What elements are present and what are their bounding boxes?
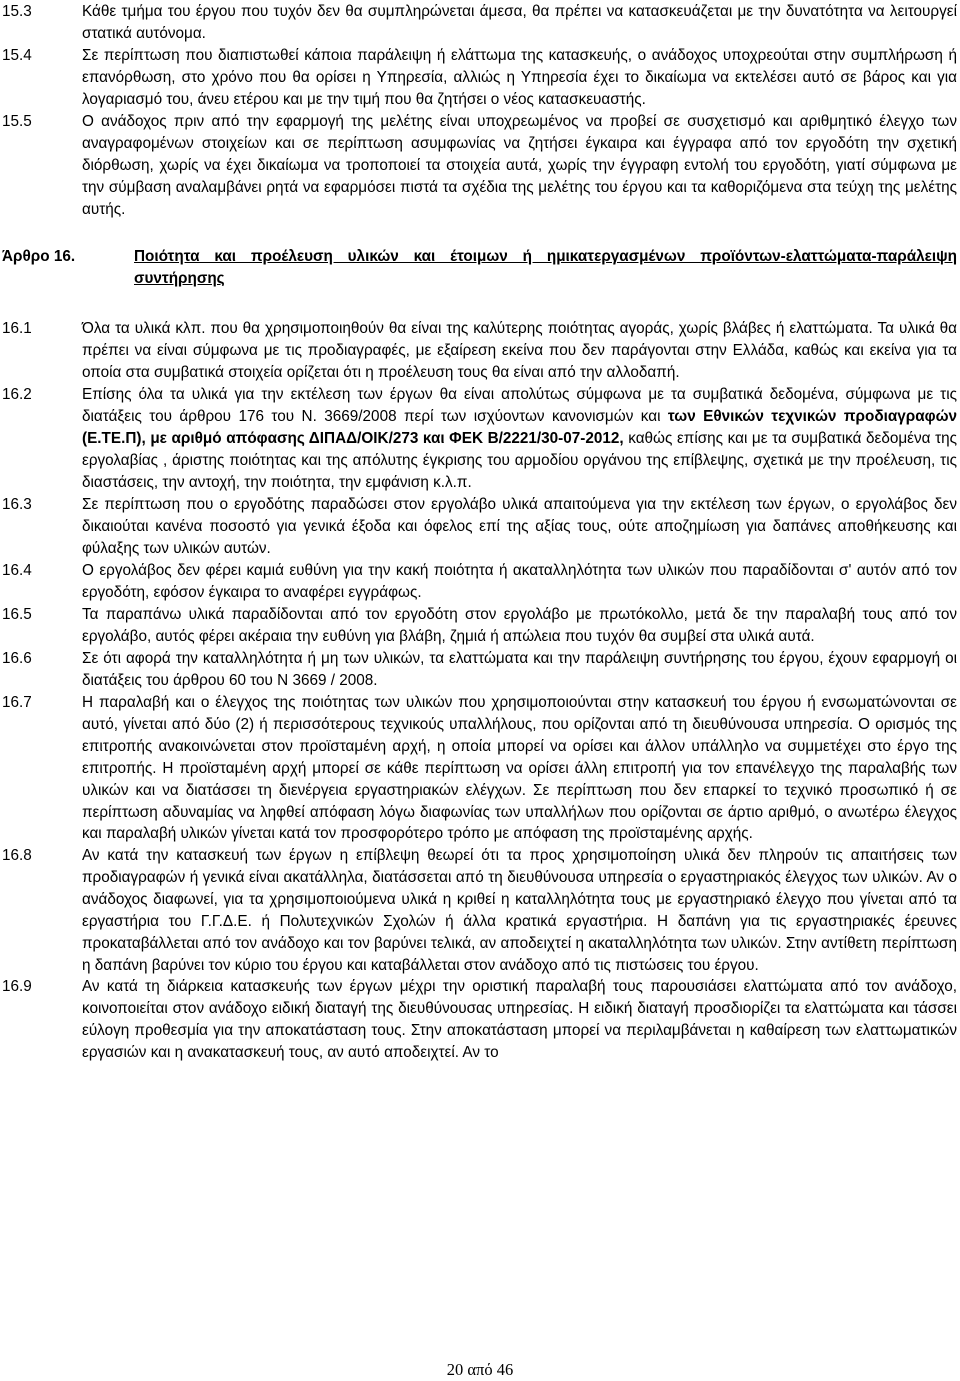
clause-number: 16.7 [2,694,32,711]
clause-text: Κάθε τμήμα του έργου που τυχόν δεν θα συμπληρώνεται άμεσα, θα πρέπει να κατασκευάζεται με την δυνατότητα να λειτουργεί στατικά αυτόνομα. [82,3,957,42]
clause-text: Σε περίπτωση που ο εργοδότης παραδώσει στον εργολάβο υλικά απαιτούμενα για την εκτέλεση των έργων, ο εργολάβος δεν δικαιούται κανένα ποσοστό για γενικά έξοδα και όφελος επί της αξίας τους, ούτε αποζημίωση για δαπάνες αποθήκευσης και φύλαξης των υλικών αυτών. [82,496,957,557]
clause-number: 16.4 [2,562,32,579]
clause-number: 15.5 [2,113,32,130]
clause-text: Σε ότι αφορά την καταλληλότητα ή μη των υλικών, τα ελαττώματα και την παράλειψη συντήρησης του έργου, έχουν εφαρμογή οι διατάξεις του άρθρου 60 του Ν 3669 / 2008. [82,650,957,689]
clause-number: 16.5 [2,606,32,623]
article-label: Άρθρο 16. [2,248,76,265]
clause-number: 16.3 [2,496,32,513]
clause-text-bold: των Εθνικών τεχνικών προδιαγραφών (Ε.ΤΕ.Π), με αριθμό απόφασης ΔΙΠΑΔ/ΟΙΚ/273 και ΦΕΚ Β/2221/30-07-2012, [82,407,957,447]
clause-number: 16.2 [2,386,32,403]
clause-number: 16.9 [2,978,32,995]
clause-text: Σε περίπτωση που διαπιστωθεί κάποια παράλειψη ή ελάττωμα της κατασκευής, ο ανάδοχος υποχρεούται στην συμπλήρωση ή επανόρθωση, στο χρόνο που θα ορίσει η Υπηρεσία, αλλιώς η Υπηρεσία έχει το δικαίωμα να εκτελέσει αυτό σε βάρος και για λογαριασμό του, άνευ ετέρου και με την τιμή που θα ζητήσει ο νέος κατασκευαστής. [82,47,957,108]
clause-text-part: καθώς επίσης και με τα συμβατικά δεδομένα της εργολαβίας , άριστης ποιότητας και της απόλυτης έγκρισης του αρμοδίου οργάνου της επίβλεψης, σχετικά με την προέλευση, τις διαστάσεις, την αντοχή, την ποιότητα, την εμφάνιση κ.λ.π. [82,429,957,491]
clause-text: Η παραλαβή και ο έλεγχος της ποιότητας των υλικών που χρησιμοποιούνται στην κατασκευή του έργου ή ενσωματώνονται σε αυτό, γίνεται από δύο (2) ή περισσότερους τεχνικούς υπαλλήλους, που ορίζονται από τη διευθύνουσα υπηρεσία. Ο ορισμός της επιτροπής ανακοινώνεται στον προϊσταμένη αρχή, η οποία μπορεί να ορίσει και άλλον υπάλληλο να συμμετέχει στο έργο της επιτροπής. Η προϊσταμένη αρχή μπορεί σε κάθε περίπτωση να ορίσει άλλη επιτροπή για τον επανέλεγχο της παραλαβής των υλικών και να διατάσσει τη διενέργεια εργαστηριακών ελέγχων. Σε περίπτωση που δεν επαρκεί το τεχνικό προσωπικό ή σε περίπτωση αδυναμίας να ληφθεί απόφαση λόγω διαφωνίας των υπαλλήλων που ορίζονται σε άρτιο αριθμό, ο ανωτέρω έλεγχος και παραλαβή υλικών γίνεται κατά τον προσφορότερο τρόπο με απόφαση της προϊσταμένης αρχής. [82,694,957,843]
page-number-footer: 20 από 46 [446,1360,514,1379]
clause-number: 16.6 [2,650,32,667]
article-title: Ποιότητα και προέλευση υλικών και έτοιμων ή ημικατεργασμένων προϊόντων-ελαττώματα-παράλειψη συντήρησης [134,248,957,287]
clause-text [82,384,957,494]
clause-text: Τα παραπάνω υλικά παραδίδονται από τον εργοδότη στον εργολάβο με πρωτόκολλο, μετά δε την παραλαβή τους από τον εργολάβο, αυτός φέρει ακέραια την ευθύνη για βλάβη, ζημιά ή απώλεια που τυχόν θα συμβεί στα υλικά αυτά. [82,606,957,645]
clause-text: Αν κατά τη διάρκεια κατασκευής των έργων μέχρι την οριστική παραλαβή τους παρουσιάσει ελαττώματα από τον ανάδοχο, κοινοποιείται στον ανάδοχο ειδική διαταγή της διευθύνουσας υπηρεσίας. Η ειδική διαταγή προσδιορίζει τα ελαττώματα και τάσσει εύλογη προθεσμία για την αποκατάσταση τους. Στην αποκατάσταση μπορεί να περιλαμβάνεται η καθαίρεση των ελαττωματικών εργασιών και η ανακατασκευή τους, αν αυτό αποδειχτεί. Αν το [82,978,957,1061]
clause-text: Αν κατά την κατασκευή των έργων η επίβλεψη θεωρεί ότι τα προς χρησιμοποίηση υλικά δεν πληρούν τις απαιτήσεις των προδιαγραφών ή γενικά είναι ακατάλληλα, διατάσσεται από τη διευθύνουσα υπηρεσία ο εργαστηριακός έλεγχος των υλικών. Αν ο ανάδοχος διαφωνεί, για τα χρησιμοποιούμενα υλικά η κριθεί η καταλληλότητα τους με εργαστηριακό έλεγχο που γίνεται από τα εργαστήρια του Γ.Γ.Δ.Ε. ή Πολυτεχνικών Σχολών ή άλλα κρατικά εργαστήρια. Η δαπάνη για τις εργαστηριακές έρευνες προκαταβάλλεται από τον ανάδοχο και τον βαρύνει τελικά, αν αποδειχτεί η ακαταλληλότητα των υλικών. Στην αντίθετη περίπτωση η δαπάνη βαρύνει τον κύριο του έργου και καταβάλλεται στον ανάδοχο από τις πιστώσεις του έργου. [82,847,957,974]
clause-number: 16.1 [2,320,32,337]
clause-text: Ο ανάδοχος πριν από την εφαρμογή της μελέτης είναι υποχρεωμένος να προβεί σε συσχετισμό και αριθμητικό έλεγχο των αναγραφομένων στοιχείων και σε περίπτωση ασυμφωνίας να ζητήσει έγκαιρα και έγγραφα από τον εργοδότη την σχετική διόρθωση, χωρίς να έχει δικαίωμα να τροποποιεί τα στοιχεία αυτά, χωρίς την έγγραφη εντολή του εργοδότη, γιατί σύμφωνα με την σύμβαση αναλαμβάνει ρητά να εφαρμόσει πιστά τα σχέδια της μελέτης του έργου και τα καθοριζόμενα στα τεύχη της μελέτης αυτής. [82,113,957,218]
clause-text: Όλα τα υλικά κλπ. που θα χρησιμοποιηθούν θα είναι της καλύτερης ποιότητας αγοράς, χωρίς βλάβες ή ελαττώματα. Τα υλικά θα πρέπει να είναι σύμφωνα με τις προδιαγραφές, με εξαίρεση εκείνα που δεν παράγονται στην Ελλάδα, καθώς και εκείνα για τα οποία στα συμβατικά στοιχεία ορίζεται ότι η προέλευση τους θα είναι από την αλλοδαπή. [82,320,957,381]
clause-number: 15.4 [2,47,32,64]
clause-text-part: Επίσης όλα τα υλικά για την εκτέλεση των έργων θα είναι απολύτως σύμφωνα με τα συμβατικά δεδομένα, σύμφωνα με τις διατάξεις του άρθρου 176 του Ν. 3669/2008 περί των ισχύοντων κανονισμών και [82,386,957,425]
clause-number: 15.3 [2,3,32,20]
clause-number: 16.8 [2,847,32,864]
clause-text: Ο εργολάβος δεν φέρει καμιά ευθύνη για την κακή ποιότητα ή ακαταλληλότητα των υλικών που παραδίδονται σ' αυτόν από τον εργοδότη, εφόσον έγκαιρα το αναφέρει εγγράφως. [82,562,957,601]
